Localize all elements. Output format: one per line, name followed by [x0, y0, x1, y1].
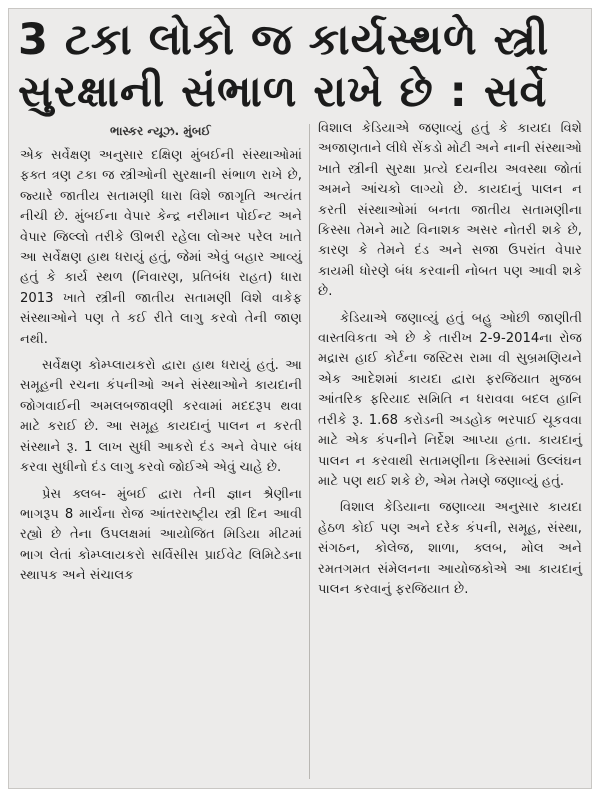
article-paragraph: વિશાલ કેડિયાના જણાવ્યા અનુસાર કાયદા હેઠળ કોઈ પણ અને દરેક કંપની, સમૂહ, સંસ્થા, સંગઠન, કોલેજ, શાળા, ક્લબ, મોલ અને રમતગમત સંમેલનના આયોજકોએ આ કાયદાનું પાલન કરવાનું ફરજિયાત છે. — [318, 500, 582, 597]
article-paragraph: કેડિયાએ જણાવ્યું હતું બહુ ઓછી જાણીતી વાસ્તવિકતા એ છે કે તારીખ 2-9-2014ના રોજ મદ્રાસ હાઈ કોર્ટના જસ્ટિસ રામા વી સુબ્રમણિયને એક આદેશમાં કાયદા દ્વારા ફરજિયાત મુજબ આંતરિક ફરિયાદ સમિતિ ન ધરાવવા બદલ હાનિ તરીકે રૂ. 1.68 કરોડની અડહોક ભરપાઈ ચૂકવવા માટે એક કંપનીને નિર્દેશ આપ્યા હતા. કાયદાનું પાલન ન કરવાથી સતામણીના કિસ્સામાં ઉલ્લંઘન માટે પણ થઈ શકે છે, એમ તેમણે જણાવ્યું હતું. — [318, 310, 582, 489]
article-paragraph: વિશાલ કેડિયાએ જણાવ્યું હતું કે કાયદા વિશે અજાણતાને લીધે સેંકડો મોટી અને નાની સંસ્થાઓ ખાતે સ્ત્રીની સુરક્ષા પ્રત્યે દયનીય અવસ્થા જોતાં અમને આંચકો લાગ્યો છે. કાયદાનું પાલન ન કરતી સંસ્થાઓમાં બનતા જાતીય સતામણીના કિસ્સા તેમને માટે વિનાશક અસર નોતરી શકે છે, કારણ કે તેમને દંડ અને સજા ઉપરાંત વેપાર કાયમી ધોરણે બંધ કરવાની નોબત પણ આવી શકે છે. — [318, 121, 582, 300]
headline — [18, 14, 584, 118]
article-column-left — [20, 146, 302, 593]
article-paragraph: પ્રેસ ક્લબ- મુંબઈ દ્વારા તેની જ્ઞાન શ્રેણીના ભાગરૂપ 8 માર્ચના રોજ આંતરરાષ્ટ્રીય સ્ત્રી દિન આવી રહ્યો છે તેના ઉપલક્ષમાં આયોજિત મિડિયા મીટમાં ભાગ લેતાં કોમ્પ્લાયકરો સર્વિસીસ પ્રાઈવેટ લિમિટેડના સ્થાપક અને સંચાલક — [20, 486, 302, 584]
headline-line-1: 3 ટકા લોકો જ કાર્યસ્થળે સ્ત્રી — [18, 15, 550, 65]
headline-line-2: સુરક્ષાની સંભાળ રાખે છે : સર્વે — [18, 67, 548, 117]
article-paragraph: સર્વેક્ષણ કોમ્પ્લાયકરો દ્વારા હાથ ધરાયું હતું. આ સમૂહની રચના કંપનીઓ અને સંસ્થાઓને કાયદાની જોગવાઈની અમલબજાવણી કરવામાં મદદરૂપ થવા માટે કરાઈ છે. આ સમૂહ કાયદાનું પાલન ન કરતી સંસ્થાને રૂ. 1 લાખ સુધી આકરો દંડ અને વેપાર બંધ કરવા સુધીનો દંડ લાગુ કરવો જોઈએ એવું ચાહે છે. — [20, 358, 302, 476]
article-paragraph: એક સર્વેક્ષણ અનુસાર દક્ષિણ મુંબઈની સંસ્થાઓમાં ફક્ત ત્રણ ટકા જ સ્ત્રીઓની સુરક્ષાની સંભાળ રાખે છે, જ્યારે જાતીય સતામણી ધારા વિશે જાગૃતિ અત્યંત નીચી છે. મુંબઈના વેપાર કેન્દ્ર નરીમાન પોઈન્ટ અને વેપાર જિલ્લો તરીકે ઊભરી રહેલા લોઅર પરેલ ખાતે આ સર્વેક્ષણ હાથ ધરાયું હતું, જેમાં એવું બહાર આવ્યું હતું કે કાર્ય સ્થળ (નિવારણ, પ્રતિબંધ રાહત) ધારા 2013 ખાતે સ્ત્રીની જાતીય સતામણી વિશે વાકેફ સંસ્થાઓને પણ તે કઈ રીતે લાગુ કરવો તેની જાણ નથી. — [20, 148, 302, 347]
column-divider — [309, 124, 310, 779]
article-column-right — [318, 119, 582, 606]
byline: ભાસ્કર ન્યૂઝ. મુંબઈ — [110, 124, 211, 138]
